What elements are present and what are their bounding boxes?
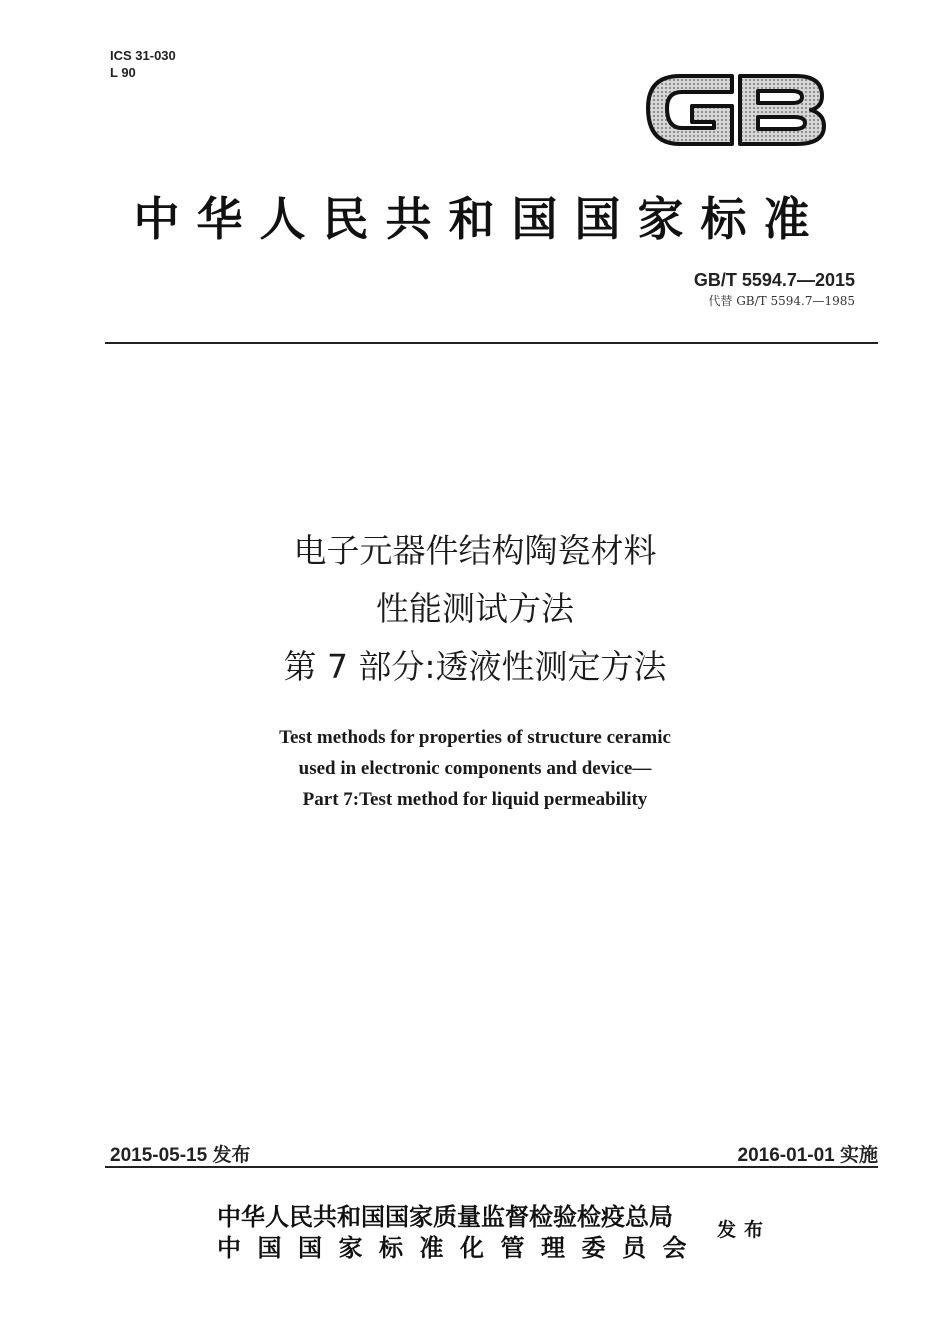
standard-number-block [694,270,855,309]
issue-date: 2015-05-15 发布 [110,1145,251,1166]
ics-code: ICS 31-030 [110,48,176,63]
chinese-title-line-2: 性能测试方法 [376,589,574,628]
issuer-line-2: 中国国家标准化管理委员会 [217,1233,703,1262]
top-divider [105,342,878,344]
implementation-date: 2016-01-01 实施 [737,1145,878,1166]
chinese-title-line-3: 第 7 部分:透液性测定方法 [283,647,667,686]
english-title-line-3: Part 7:Test method for liquid permeability [302,789,648,810]
chinese-title-line-1: 电子元器件结构陶瓷材料 [293,531,657,570]
chinese-title [0,522,950,696]
standard-number: GB/T 5594.7—2015 [693,270,855,290]
english-title-line-2: used in electronic components and device— [298,758,652,779]
bottom-divider [105,1166,878,1168]
issuer-line-1: 中华人民共和国国家质量监督检验检疫总局 [217,1202,673,1231]
english-title-line-1: Test methods for properties of structure ceramic [279,727,671,748]
standard-category: 中华人民共和国国家标准 [133,192,827,246]
ccs-code: L 90 [110,65,136,80]
classification-codes [110,47,176,81]
gb-logo [640,62,830,154]
publish-label: 发布 [717,1219,772,1241]
english-title [0,722,950,815]
replaces-note: 代替 GB/T 5594.7—1985 [708,294,855,308]
